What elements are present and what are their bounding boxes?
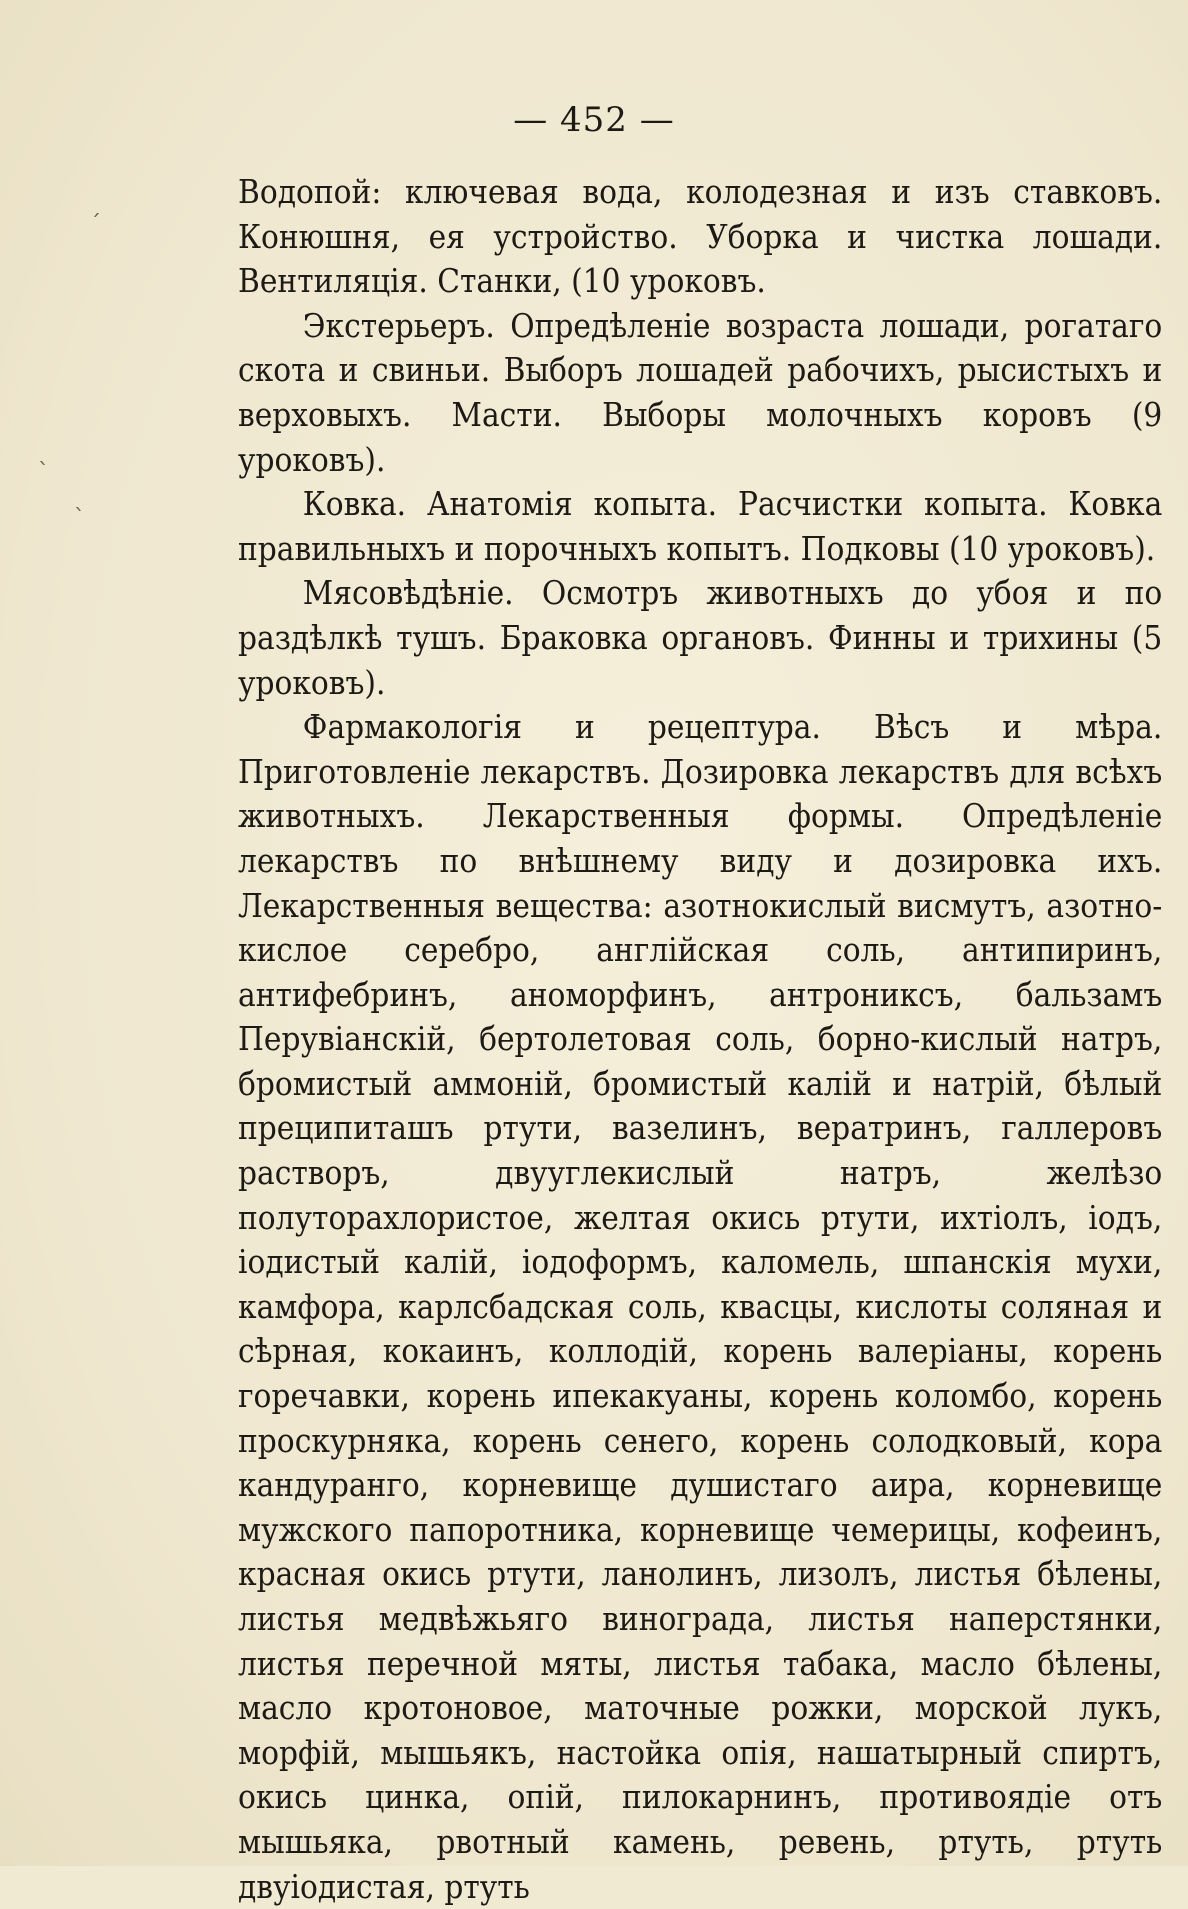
paragraph-meat-inspection: Мясовѣдѣніе. Осмотръ животныхъ до убоя и по раздѣлкѣ тушъ. Браковка органовъ. Финны и трихины (5 уроковъ). — [238, 573, 1163, 702]
margin-mark: ˊ — [90, 212, 101, 237]
paragraph-exterior: Экстерьеръ. Опредѣленіе возраста лошади, рогатаго скота и свиньи. Выборъ лошадей рабочихъ, рысистыхъ и верховыхъ. Масти. Выборы молочныхъ коровъ (9 уроковъ). — [238, 305, 1163, 479]
paragraph-pharmacology: Фармакологія и рецептура. Вѣсъ и мѣра. Приготовленіе лекарствъ. Дозировка лекарствъ для всѣхъ животныхъ. Лекарственныя формы. Опредѣленіе лекарствъ по внѣшнему виду и дозировка ихъ. Лекарственныя вещества: азотнокислый висмутъ, азотно-кислое серебро, англійская соль, антипиринъ, антифебринъ, аноморфинъ, антрониксъ, бальзамъ Перувіанскій, бертолетовая соль, борно-кислый натръ, бромистый аммоній, бромистый калій и натрій, бѣлый преципиташъ ртути, вазелинъ, вератринъ, галлеровъ растворъ, двууглекислый натръ, желѣзо полуторахлористое, желтая окись ртути, ихтіолъ, іодъ, іодистый калій, іодоформъ, каломель, шпанскія мухи, камфора, карлсбадская соль, квасцы, кислоты соляная и сѣрная, кокаинъ, коллодій, корень валеріаны, корень горечавки, корень ипекакуаны, корень коломбо, корень проскурняка, корень сенего, корень солодковый, кора кандуранго, корневище душистаго аира, корневище мужского папоротника, корневище чемерицы, кофеинъ, красная окись ртути, ланолинъ, лизолъ, листья бѣлены, листья медвѣжьяго винограда, листья наперстянки, листья перечной мяты, листья табака, масло бѣлены, масло кротоновое, маточные рожки, морской лукъ, морфій, мышьякъ, настойка опія, нашатырный спиртъ, окись цинка, опій, пилокарнинъ, противоядіе отъ мышьяка, рвотный камень, ревень, ртуть, ртуть двуіодистая, ртуть — [238, 707, 1163, 1906]
paragraph-stable-watering: Водопой: ключевая вода, колодезная и изъ ставковъ. Конюшня, ея устройство. Уборка и чистка лошади. Вентиляція. Станки, (10 уроковъ. — [238, 172, 1163, 301]
page-number: — 452 — — [513, 100, 675, 140]
margin-mark: ˋ — [74, 506, 85, 531]
paragraph-shoeing: Ковка. Анатомія копыта. Расчистки копыта. Ковка правильныхъ и порочныхъ копытъ. Подковы (10 уроковъ). — [238, 484, 1163, 568]
margin-mark: ˋ — [38, 460, 49, 485]
body-text — [238, 170, 1162, 1909]
